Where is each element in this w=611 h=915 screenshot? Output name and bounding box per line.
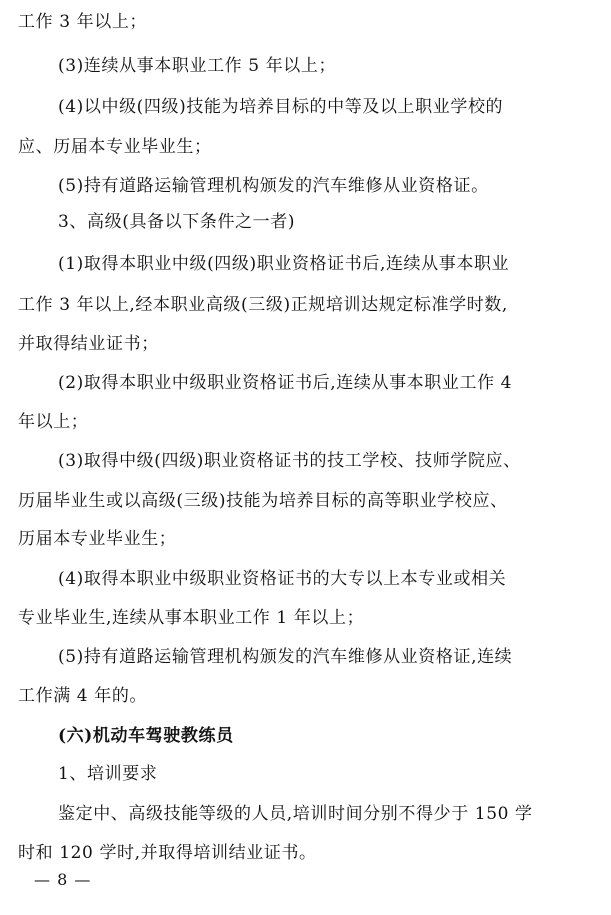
text-line-6: 3、高级(具备以下条件之一者) [58, 212, 296, 232]
text-line-5: (5)持有道路运输管理机构颁发的汽车维修从业资格证。 [58, 176, 489, 196]
text-line-21: 鉴定中、高级技能等级的人员,培训时间分别不得少于 150 学 [58, 804, 533, 824]
text-line-2: (3)连续从事本职业工作 5 年以上； [58, 56, 337, 76]
text-line-15: (4)取得本职业中级职业资格证书的大专以上本专业或相关 [58, 569, 507, 589]
text-line-11: 年以上； [18, 412, 89, 432]
text-line-20: 1、培训要求 [58, 764, 158, 784]
text-line-3: (4)以中级(四级)技能为培养目标的中等及以上职业学校的 [58, 97, 504, 117]
text-line-14: 历届本专业毕业生； [18, 529, 177, 549]
text-line-16: 专业毕业生,连续从事本职业工作 1 年以上； [18, 608, 365, 628]
text-line-7: (1)取得本职业中级(四级)职业资格证书后,连续从事本职业 [58, 254, 510, 274]
text-line-10: (2)取得本职业中级职业资格证书后,连续从事本职业工作 4 [58, 373, 513, 393]
text-line-17: (5)持有道路运输管理机构颁发的汽车维修从业资格证,连续 [58, 647, 513, 667]
text-line-13: 历届毕业生或以高级(三级)技能为培养目标的高等职业学校应、 [18, 491, 508, 511]
section-heading: (六)机动车驾驶教练员 [58, 726, 234, 746]
text-line-22: 时和 120 学时,并取得培训结业证书。 [18, 843, 317, 863]
text-line-9: 并取得结业证书； [18, 334, 159, 354]
text-line-18: 工作满 4 年的。 [18, 686, 148, 706]
text-line-4: 应、历届本专业毕业生； [18, 137, 212, 157]
text-line-12: (3)取得中级(四级)职业资格证书的技工学校、技师学院应、 [58, 451, 521, 471]
text-line-1: 工作 3 年以上； [18, 12, 148, 32]
page-number: — 8 — [34, 870, 92, 889]
text-line-8: 工作 3 年以上,经本职业高级(三级)正规培训达规定标准学时数, [18, 295, 508, 315]
